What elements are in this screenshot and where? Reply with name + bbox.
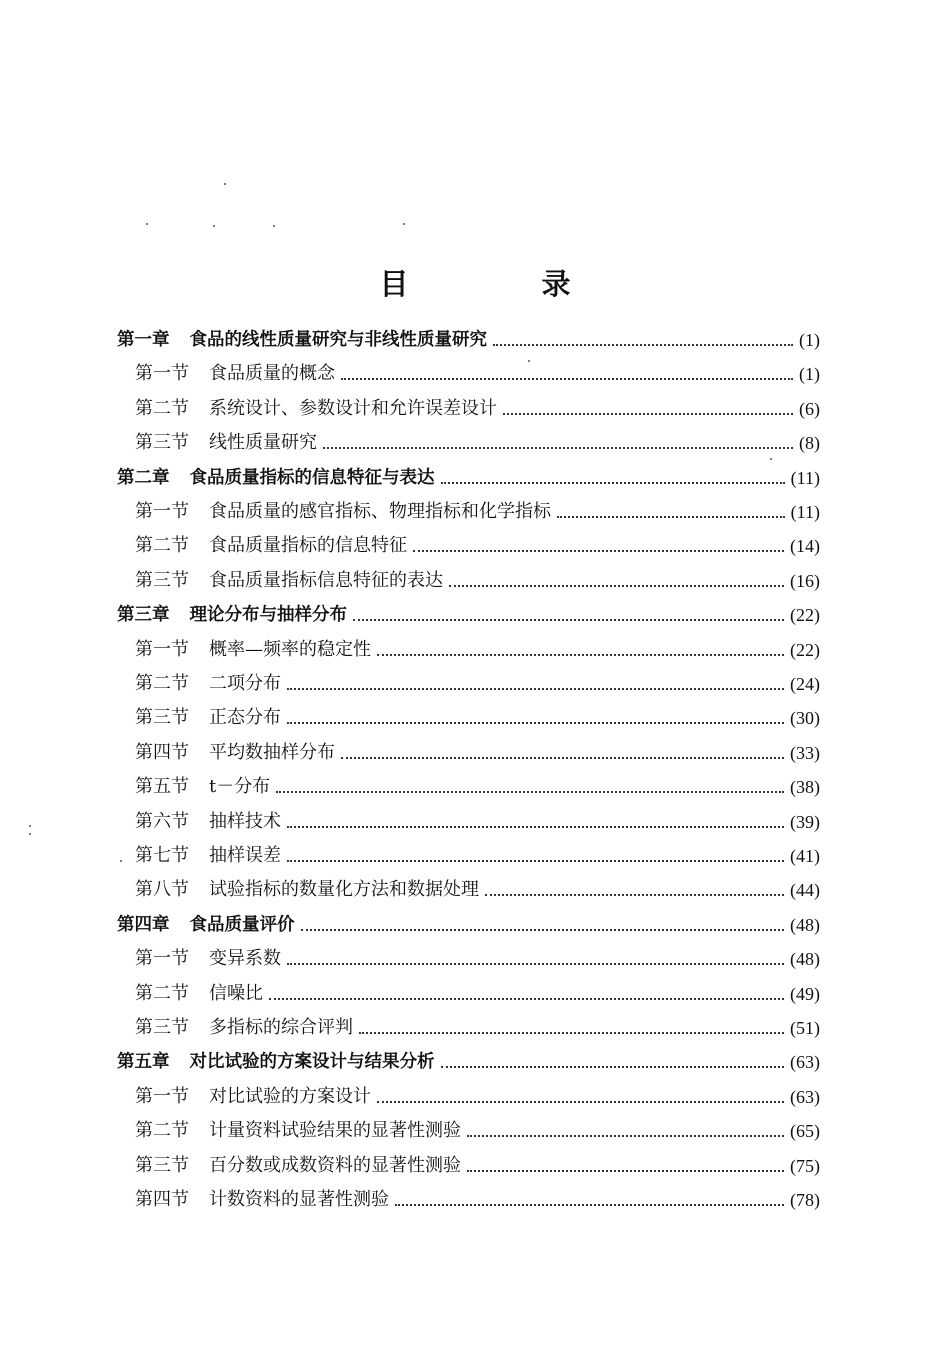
scan-speck	[528, 360, 530, 362]
dot-leader	[449, 585, 784, 587]
toc-section-row	[135, 841, 820, 871]
toc-entry-label: 第四节	[135, 1189, 189, 1210]
toc-entry-page: (38)	[790, 777, 820, 798]
dot-leader	[503, 413, 793, 415]
scan-speck	[224, 183, 226, 185]
dot-leader	[377, 1101, 784, 1103]
toc-entry-label: 第二节	[135, 397, 189, 419]
toc-section-row	[135, 772, 820, 802]
toc-entry-label: 第二节	[135, 535, 189, 557]
toc-entry-title: 变异系数	[209, 948, 281, 970]
toc-entry-page: (41)	[790, 846, 820, 866]
toc-section-row	[135, 1116, 820, 1146]
dot-leader	[287, 722, 784, 724]
toc-entry-title: 概率—频率的稳定性	[209, 638, 371, 660]
toc-section-row	[135, 566, 820, 596]
toc-entry-title: 二项分布	[209, 673, 281, 694]
toc-entry-label: 第三节	[135, 569, 189, 591]
toc-entry-label: 第六节	[135, 810, 189, 832]
dot-leader	[287, 963, 784, 965]
toc-section-row	[135, 394, 820, 424]
scan-speck	[403, 223, 405, 225]
toc-entry-page: (48)	[790, 949, 820, 970]
toc-entry-label: 第一节	[135, 501, 189, 522]
dot-leader	[341, 378, 793, 380]
toc-entry-label: 第二章	[117, 467, 170, 488]
toc-entry-title: 线性质量研究	[209, 432, 317, 454]
toc-section-row	[135, 635, 820, 665]
toc-section-row	[135, 979, 820, 1009]
toc-section-row	[135, 1082, 820, 1112]
dot-leader	[301, 929, 785, 931]
toc-entry-label: 第四节	[135, 741, 189, 763]
toc-section-row	[135, 669, 820, 699]
dot-leader	[353, 619, 784, 621]
toc-entry-title: 试验指标的数量化方法和数据处理	[209, 879, 479, 901]
toc-entry-page: (6)	[799, 398, 820, 419]
toc-entry-page: (24)	[790, 674, 820, 694]
toc-entry-page: (63)	[790, 1052, 820, 1073]
toc-entry-label: 第一节	[135, 363, 189, 385]
toc-entry-title: 食品质量评价	[189, 914, 295, 935]
toc-section-row	[135, 807, 820, 837]
toc-entry-page: (1)	[799, 364, 820, 385]
toc-entry-label: 第一章	[117, 330, 170, 350]
dot-leader	[269, 998, 784, 1000]
toc-entry-title: 食品质量的概念	[209, 363, 335, 385]
toc-entry-page: (11)	[790, 467, 820, 488]
dot-leader	[287, 826, 784, 828]
toc-entry-label: 第三节	[135, 1154, 189, 1176]
scan-speck	[29, 833, 31, 835]
toc-entry-page: (22)	[790, 605, 820, 626]
toc-entry-label: 第三节	[135, 1017, 189, 1038]
toc-entry-page: (39)	[790, 811, 820, 832]
toc-entry-page: (1)	[799, 330, 820, 350]
toc-entry-page: (22)	[790, 639, 820, 660]
toc-entry-title: 百分数或成数资料的显著性测验	[209, 1154, 461, 1176]
toc-entry-title: 理论分布与抽样分布	[189, 605, 347, 626]
toc-entry-page: (11)	[790, 502, 820, 522]
toc-chapter-row	[117, 600, 820, 630]
toc-entry-page: (48)	[790, 914, 820, 935]
toc-entry-title: 计数资料的显著性测验	[209, 1189, 389, 1210]
toc-section-row	[135, 944, 820, 974]
toc-entry-title: 对比试验的方案设计	[209, 1085, 371, 1107]
page-title: 目 录	[379, 267, 623, 301]
toc-entry-title: 多指标的综合评判	[209, 1017, 353, 1038]
toc-section-row	[135, 497, 820, 527]
dot-leader	[413, 550, 784, 552]
toc-entry-page: (14)	[790, 536, 820, 557]
toc-section-row	[135, 359, 820, 389]
toc-entry-label: 第五节	[135, 776, 189, 798]
toc-entry-title: 正态分布	[209, 707, 281, 729]
toc-entry-label: 第四章	[117, 914, 170, 935]
toc-entry-label: 第二节	[135, 982, 189, 1004]
dot-leader	[441, 482, 785, 484]
toc-section-row	[135, 1013, 820, 1043]
toc-entry-title: 食品质量指标的信息特征与表达	[189, 467, 435, 488]
dot-leader	[276, 791, 784, 793]
toc-entry-page: (44)	[790, 880, 820, 901]
dot-leader	[557, 516, 785, 518]
toc-entry-title: 计量资料试验结果的显著性测验	[209, 1120, 461, 1142]
toc-entry-title: t－分布	[209, 776, 271, 798]
dot-leader	[377, 654, 784, 656]
toc-entry-title: 食品质量指标的信息特征	[209, 535, 407, 557]
toc-entry-page: (65)	[790, 1121, 820, 1142]
toc-entry-label: 第一节	[135, 638, 189, 660]
toc-entry-label: 第五章	[117, 1052, 170, 1073]
toc-entry-label: 第一节	[135, 948, 189, 970]
dot-leader	[341, 757, 784, 759]
toc-entry-label: 第一节	[135, 1085, 189, 1107]
scan-speck	[120, 860, 122, 862]
toc-entry-label: 第八节	[135, 879, 189, 901]
dot-leader	[485, 894, 784, 896]
toc-entry-title: 抽样误差	[209, 845, 281, 866]
toc-entry-label: 第七节	[135, 845, 189, 866]
scan-speck	[213, 225, 215, 227]
toc-section-row	[135, 703, 820, 733]
dot-leader	[323, 447, 793, 449]
toc-section-row	[135, 875, 820, 905]
toc-entry-label: 第三节	[135, 432, 189, 454]
toc-entry-page: (16)	[790, 570, 820, 591]
toc-entry-page: (63)	[790, 1086, 820, 1107]
dot-leader	[467, 1170, 784, 1172]
dot-leader	[441, 1066, 785, 1068]
dot-leader	[395, 1204, 784, 1206]
toc-entry-page: (51)	[790, 1018, 820, 1038]
dot-leader	[359, 1032, 784, 1034]
dot-leader	[287, 688, 784, 690]
toc-chapter-row	[117, 325, 820, 355]
scan-speck	[146, 223, 148, 225]
toc-entry-title: 抽样技术	[209, 810, 281, 832]
dot-leader	[467, 1135, 784, 1137]
toc-entry-page: (49)	[790, 983, 820, 1004]
toc-entry-title: 食品的线性质量研究与非线性质量研究	[189, 330, 487, 350]
toc-entry-page: (75)	[790, 1155, 820, 1176]
toc-section-row	[135, 738, 820, 768]
dot-leader	[493, 344, 793, 346]
toc-section-row	[135, 531, 820, 561]
toc-section-row	[135, 428, 820, 458]
scan-speck	[273, 225, 275, 227]
toc-section-row	[135, 1151, 820, 1181]
toc-entry-label: 第二节	[135, 1120, 189, 1142]
scan-speck	[770, 458, 772, 460]
toc-entry-label: 第三节	[135, 707, 189, 729]
toc-entry-label: 第二节	[135, 673, 189, 694]
scan-speck	[29, 825, 31, 827]
toc-entry-title: 平均数抽样分布	[209, 741, 335, 763]
toc-chapter-row	[117, 1047, 820, 1077]
toc-entry-label: 第三章	[117, 605, 170, 626]
toc-entry-title: 系统设计、参数设计和允许误差设计	[209, 397, 497, 419]
toc-entry-page: (33)	[790, 742, 820, 763]
dot-leader	[287, 860, 784, 862]
toc-section-row	[135, 1185, 820, 1215]
toc-chapter-row	[117, 910, 820, 940]
toc-entry-title: 食品质量指标信息特征的表达	[209, 569, 443, 591]
toc-entry-title: 对比试验的方案设计与结果分析	[189, 1052, 435, 1073]
toc-entry-page: (8)	[799, 433, 820, 454]
toc-entry-page: (30)	[790, 708, 820, 729]
toc-chapter-row	[117, 463, 820, 493]
toc-entry-title: 食品质量的感官指标、物理指标和化学指标	[209, 501, 551, 522]
toc-entry-page: (78)	[790, 1190, 820, 1210]
toc-entry-title: 信噪比	[209, 982, 263, 1004]
